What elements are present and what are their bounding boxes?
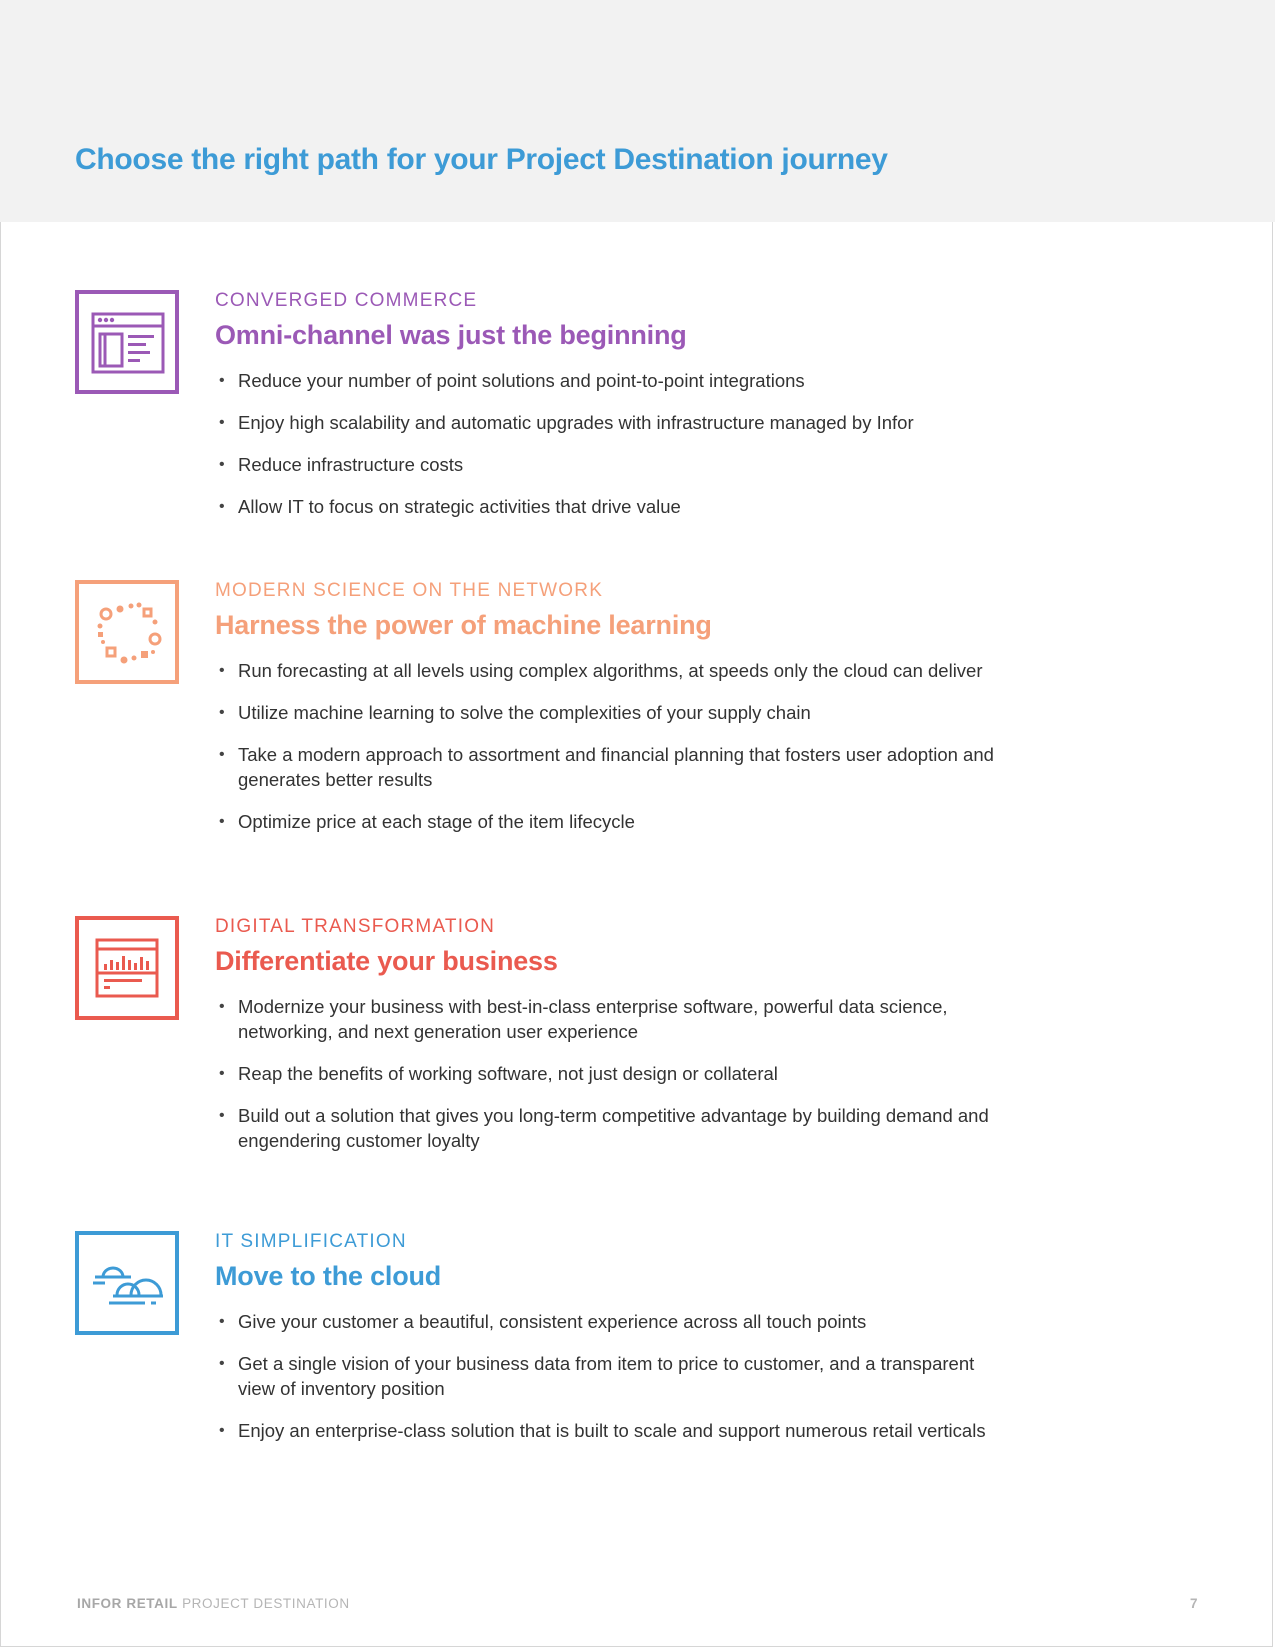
section-eyebrow: DIGITAL TRANSFORMATION [215, 916, 496, 937]
list-item: • Run forecasting at all levels using complex algorithms, at speeds only the cloud can deliver [219, 660, 983, 681]
bullet-list [215, 658, 1015, 834]
section-heading: Omni-channel was just the beginning [215, 320, 687, 350]
section-eyebrow: MODERN SCIENCE ON THE NETWORK [215, 580, 604, 601]
list-item: • Get a single vision of your business data from item to price to customer, and a transparent view of inventory position [219, 1353, 975, 1399]
page-number: 7 [1190, 1596, 1198, 1611]
list-item: • Utilize machine learning to solve the complexities of your supply chain [219, 702, 811, 723]
list-item: • Take a modern approach to assortment and financial planning that fosters user adoption and generates better results [219, 744, 994, 790]
footer-brand [77, 1596, 350, 1611]
section-text [215, 580, 1015, 851]
list-item: • Modernize your business with best-in-class enterprise software, powerful data science, networking, and next generation user experience [219, 996, 948, 1042]
page-title: Choose the right path for your Project Destination journey [75, 143, 888, 176]
section-eyebrow: CONVERGED COMMERCE [215, 290, 478, 311]
section-text [215, 290, 1015, 536]
list-item: • Reduce infrastructure costs [219, 454, 464, 475]
list-item: • Build out a solution that gives you long-term competitive advantage by building demand and engendering customer loyalty [219, 1105, 989, 1151]
list-item: • Reap the benefits of working software, not just design or collateral [219, 1063, 778, 1084]
list-item: • Give your customer a beautiful, consistent experience across all touch points [219, 1311, 867, 1332]
footer-brand-strong: INFOR RETAIL [77, 1596, 178, 1611]
list-item: • Optimize price at each stage of the item lifecycle [219, 811, 635, 832]
network-nodes-icon [75, 580, 179, 684]
list-item: • Enjoy an enterprise-class solution that is built to scale and support numerous retail verticals [219, 1420, 986, 1441]
header-band [0, 0, 1275, 222]
bullet-list [215, 994, 1015, 1153]
section-text [215, 916, 1015, 1170]
bullet-list [215, 368, 1015, 519]
cloud-icon [75, 1231, 179, 1335]
list-item: • Enjoy high scalability and automatic upgrades with infrastructure managed by Infor [219, 412, 914, 433]
list-item: • Allow IT to focus on strategic activities that drive value [219, 496, 681, 517]
browser-window-icon [75, 290, 179, 394]
section-eyebrow: IT SIMPLIFICATION [215, 1231, 407, 1252]
list-item: • Reduce your number of point solutions and point-to-point integrations [219, 370, 805, 391]
dashboard-chart-icon [75, 916, 179, 1020]
section-heading: Move to the cloud [215, 1261, 442, 1291]
section-heading: Harness the power of machine learning [215, 610, 712, 640]
footer-brand-rest: PROJECT DESTINATION [182, 1596, 350, 1611]
bullet-list [215, 1309, 1015, 1443]
section-heading: Differentiate your business [215, 946, 558, 976]
section-text [215, 1231, 1015, 1460]
